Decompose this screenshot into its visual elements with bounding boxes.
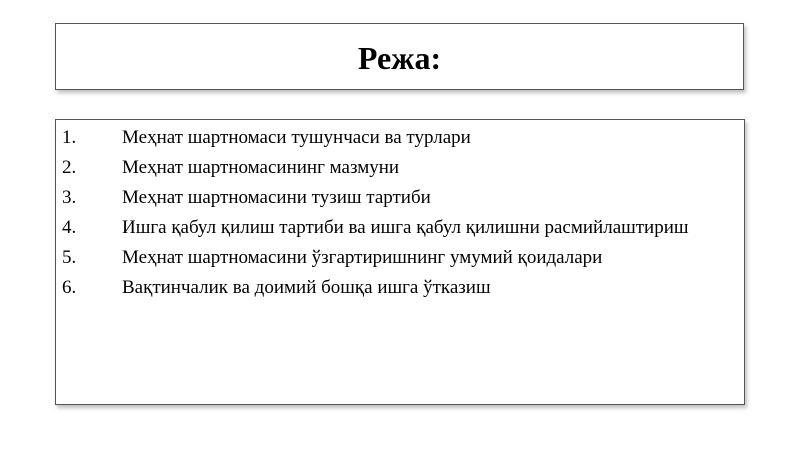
agenda-list xyxy=(62,123,740,303)
agenda-item-text: Вақтинчалик ва доимий бошқа ишга ўтказиш xyxy=(122,277,491,298)
agenda-item-text: Меҳнат шартномасини ўзгартиришнинг умумий қоидалари xyxy=(122,247,603,268)
agenda-item-text: Меҳнат шартномасининг мазмуни xyxy=(122,157,400,178)
agenda-item xyxy=(62,123,740,153)
slide-title: Режа: xyxy=(357,39,442,76)
agenda-item xyxy=(62,183,740,213)
agenda-item-number: 4. xyxy=(62,217,77,238)
agenda-item-number: 5. xyxy=(62,247,77,268)
agenda-item-text: Меҳнат шартномасини тузиш тартиби xyxy=(122,187,431,208)
content-box xyxy=(55,119,745,405)
agenda-item-number: 1. xyxy=(62,127,77,148)
agenda-item xyxy=(62,153,740,183)
agenda-item-number: 3. xyxy=(62,187,77,208)
agenda-item-text: Меҳнат шартномаси тушунчаси ва турлари xyxy=(122,127,471,148)
agenda-item xyxy=(62,243,740,273)
title-box xyxy=(55,23,744,90)
agenda-item-number: 2. xyxy=(62,157,77,178)
agenda-item-text: Ишга қабул қилиш тартиби ва ишга қабул қилишни расмийлаштириш xyxy=(122,217,689,238)
agenda-item-number: 6. xyxy=(62,277,77,298)
agenda-item xyxy=(62,213,740,243)
agenda-item xyxy=(62,273,740,303)
